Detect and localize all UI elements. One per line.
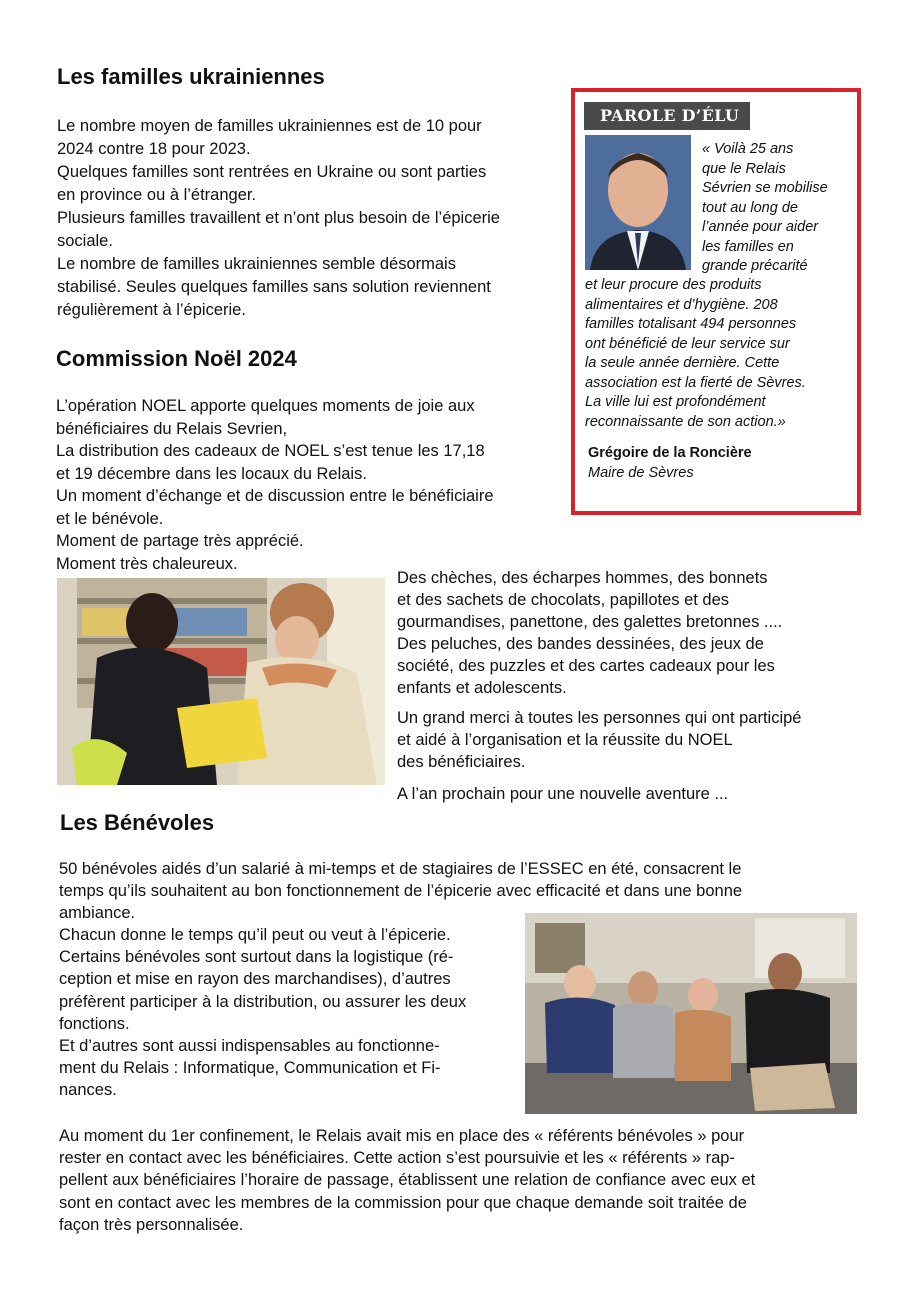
mayor-portrait [585, 135, 691, 270]
quote-top: « Voilà 25 ans que le Relais Sévrien se mobilise tout au long de l’année pour aider les familles en grande précarité [702, 141, 828, 274]
ukraine-paragraph: Le nombre moyen de familles ukrainiennes est de 10 pour 2024 contre 18 pour 2023. Quelques familles sont rentrées en Ukraine ou sont parties en province ou à l’étranger. Plusieurs familles travaillent et n’ont plus besoin de l’épicerie sociale. Le nombre de familles ukrainiennes semble désormais stabilisé. Seules quelques familles sans solution reviennent régulièrement à l’épicerie. [57, 117, 500, 319]
photo-volunteers [525, 913, 857, 1114]
noel-paragraph: L’opération NOEL apporte quelques moments de joie aux bénéficiaires du Relais Sevrien, La distribution des cadeaux de NOEL s’est tenue les 17,18 et 19 décembre dans les locaux du Relais. Un moment d’échange et de discussion entre le bénéficiaire et le bénévole. Moment de partage très apprécié. Moment très chaleureux. [56, 397, 494, 573]
benevoles-roles: Chacun donne le temps qu’il peut ou veut à l’épicerie. Certains bénévoles sont surtout dans la logistique (ré- ception et mise en rayon des marchandises), d’autres préfèrent participer à la distribution, ou assurer les deux fonctions. Et d’autres sont aussi indispensables au fonctionne- ment du Relais : Informatique, Communication et Fi- nances. [59, 926, 467, 1100]
benevoles-intro: 50 bénévoles aidés d’un salarié à mi-temps et de stagiaires de l’ESSEC en été, consacrent le temps qu’ils souhaitent au bon fonctionnement de l’épicerie avec efficacité et dans une bonne ambiance. [59, 860, 743, 922]
benevoles-title: Les Bénévoles [60, 810, 215, 835]
thanks-paragraph: Un grand merci à toutes les personnes qui ont participé et aidé à l’organisation et la réussite du NOEL des bénéficiaires. [397, 709, 802, 771]
parole-elu-tag: PAROLE D’ÉLU [584, 102, 750, 130]
noel-title: Commission Noël 2024 [56, 346, 297, 371]
photo-christmas-distribution [57, 578, 385, 785]
gifts-paragraph: Des chèches, des écharpes hommes, des bonnets et des sachets de chocolats, papillotes et des gourmandises, panettone, des galettes bretonnes .... Des peluches, des bandes dessinées, des jeux de société, des puzzles et des cartes cadeaux pour les enfants et adolescents. [397, 569, 783, 697]
referents-paragraph: Au moment du 1er confinement, le Relais avait mis en place des « référents bénévoles » pour rester en contact avec les bénéficiaires. Cette action s’est poursuivie et les « référents » rap- pellent aux bénéficiaires l’horaire de passage, établissent une relation de confiance avec eux et sont en contact avec les membres de la commission pour que chaque demande soit traitée de façon très personnalisée. [59, 1127, 756, 1234]
quote-author-role: Maire de Sèvres [588, 465, 694, 481]
ukraine-title: Les familles ukrainiennes [57, 64, 325, 89]
quote-bottom: et leur procure des produits alimentaires et d’hygiène. 208 familles totalisant 494 personnes ont bénéficié de leur service sur la seule année dernière. Cette association est la fierté de Sèvres. La ville lui est profondément reconnaissante de son action.» [585, 277, 806, 430]
quote-author: Grégoire de la Roncière [588, 445, 752, 461]
closing-line: A l’an prochain pour une nouvelle aventure ... [397, 785, 729, 803]
